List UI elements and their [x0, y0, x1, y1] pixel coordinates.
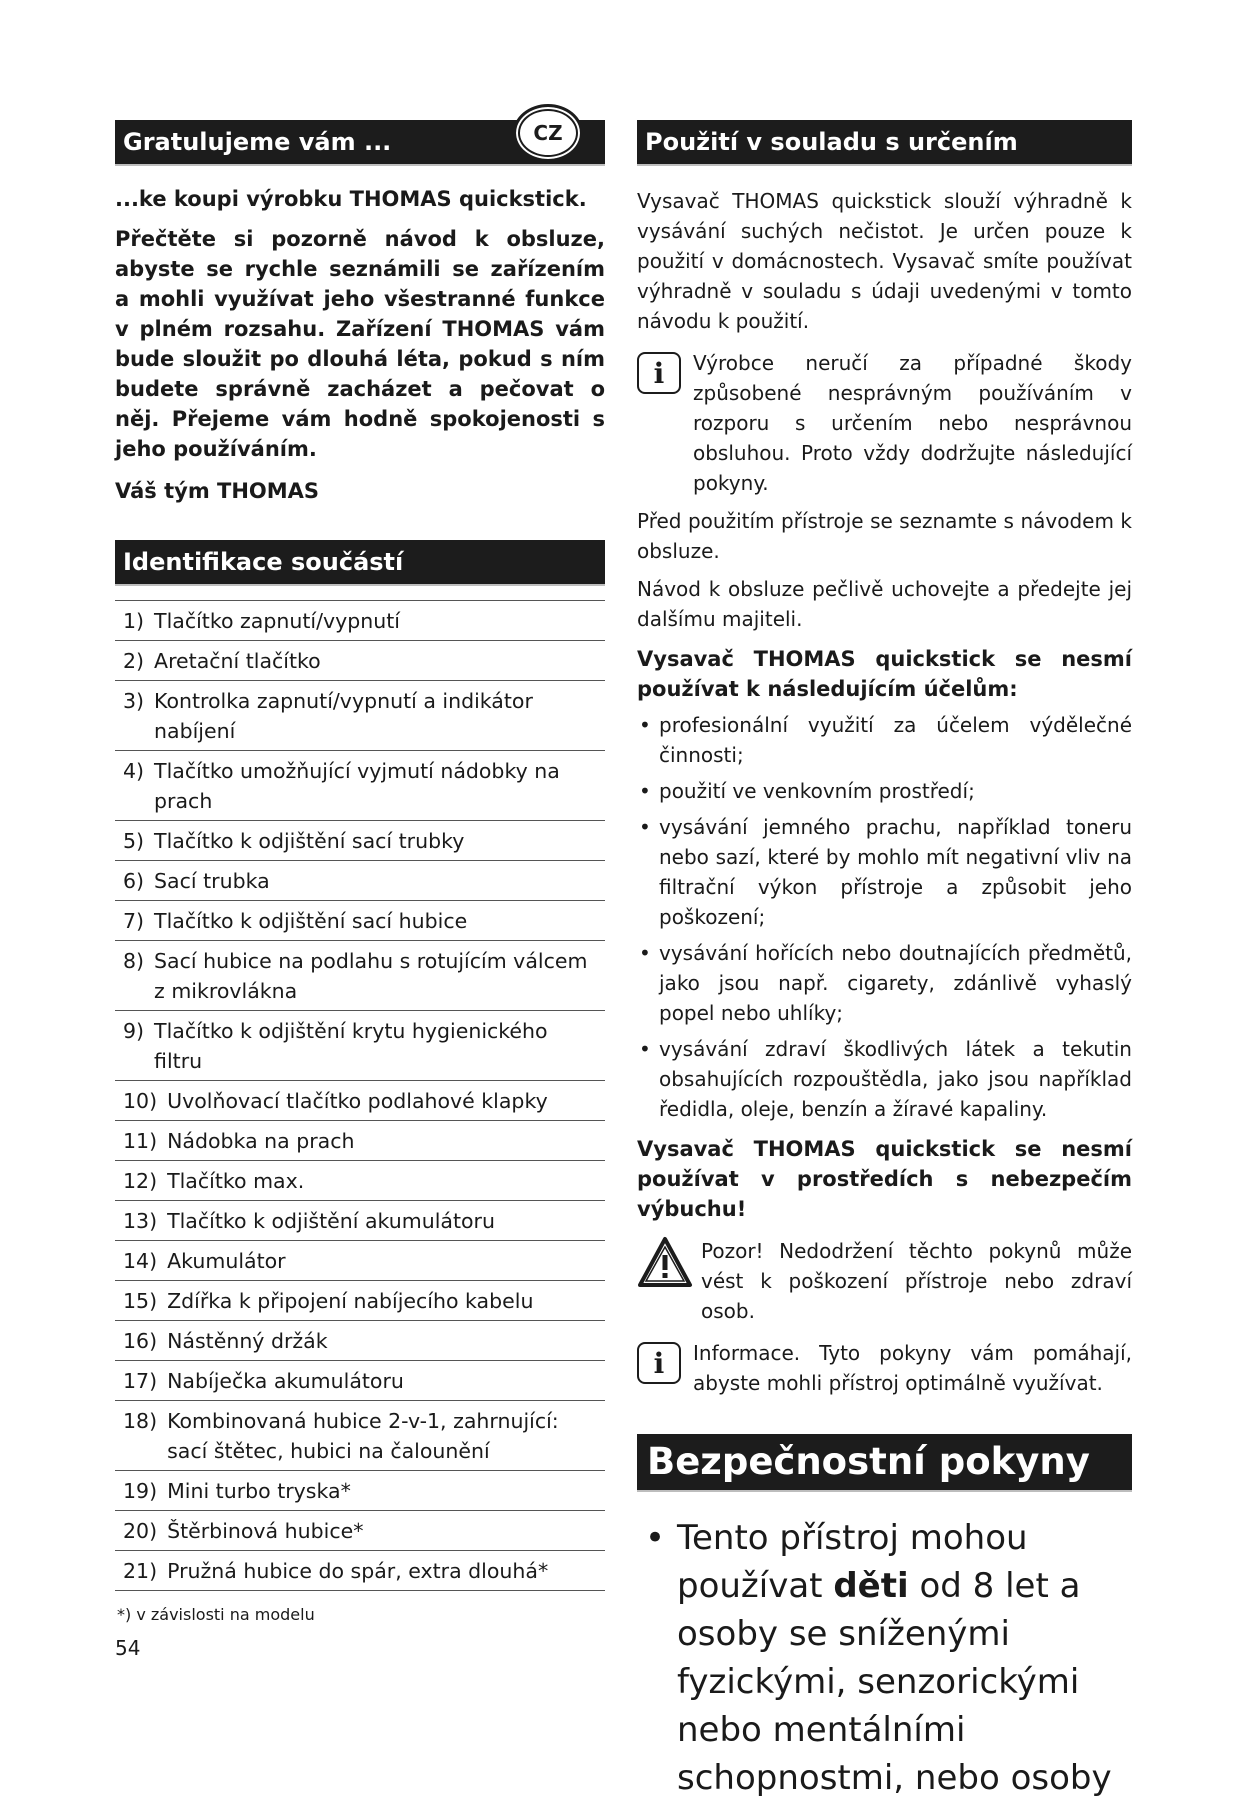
part-number: 8) — [123, 949, 145, 973]
safety-text-bold: děti — [833, 1566, 909, 1606]
part-row — [115, 901, 605, 941]
part-number: 19) — [123, 1479, 158, 1503]
part-row — [115, 821, 605, 861]
part-label: Nástěnný držák — [167, 1329, 328, 1353]
parts-heading: Identifikace součástí — [115, 540, 605, 586]
part-label: Nádobka na prach — [167, 1129, 355, 1153]
part-row — [115, 1551, 605, 1591]
part-number: 2) — [123, 649, 145, 673]
language-badge: CZ — [513, 104, 583, 162]
caution-note — [637, 1236, 1132, 1326]
part-row — [115, 1321, 605, 1361]
right-column — [637, 120, 1132, 1802]
info-note-liability — [637, 348, 1132, 498]
part-row — [115, 681, 605, 751]
part-label: Pružná hubice do spár, extra dlouhá* — [167, 1559, 549, 1583]
part-label: Tlačítko max. — [167, 1169, 305, 1193]
info-icon: i — [637, 352, 681, 394]
safety-text-post: od 8 let a osoby se sníženými fyzickými, senzorickými nebo mentálními schopnostmi, nebo osoby — [677, 1566, 1112, 1798]
left-column — [115, 120, 605, 1624]
part-label: Tlačítko zapnutí/vypnutí — [154, 609, 400, 633]
part-row — [115, 1471, 605, 1511]
para-manual: Před použitím přístroje se seznamte s návodem k obsluze. — [637, 509, 1132, 563]
congrats-heading: Gratulujeme vám ... — [123, 128, 392, 156]
part-label: Uvolňovací tlačítko podlahové klapky — [167, 1089, 548, 1113]
part-label: Tlačítko k odjištění krytu hygienického filtru — [154, 1019, 548, 1073]
intro-line: ...ke koupi výrobku THOMAS quickstick. — [115, 187, 587, 211]
explosion-warning: Vysavač THOMAS quickstick se nesmí používat v prostředích s nebezpečím výbuchu! — [637, 1137, 1132, 1221]
part-row — [115, 1241, 605, 1281]
part-row — [115, 1121, 605, 1161]
list-item: • vysávání zdraví škodlivých látek a tekutin obsahujících rozpouštědla, jako jsou například ředidla, oleje, benzín a žíravé kapaliny. — [637, 1034, 1132, 1124]
part-label: Mini turbo tryska* — [167, 1479, 351, 1503]
not-use-list — [637, 710, 1132, 1124]
part-row — [115, 751, 605, 821]
part-row — [115, 1401, 605, 1471]
part-number: 11) — [123, 1129, 158, 1153]
part-number: 6) — [123, 869, 145, 893]
part-number: 4) — [123, 759, 145, 783]
signature: Váš tým THOMAS — [115, 479, 320, 503]
part-number: 14) — [123, 1249, 158, 1273]
part-label: Akumulátor — [167, 1249, 286, 1273]
part-label: Tlačítko k odjištění akumulátoru — [167, 1209, 495, 1233]
part-row — [115, 1161, 605, 1201]
part-number: 7) — [123, 909, 145, 933]
not-use-heading: Vysavač THOMAS quickstick se nesmí používat k následujícím účelům: — [637, 647, 1132, 701]
part-label: Zdířka k připojení nabíjecího kabelu — [167, 1289, 534, 1313]
part-row — [115, 641, 605, 681]
list-item: • použití ve venkovním prostředí; — [637, 776, 1132, 806]
page-number: 54 — [115, 1636, 141, 1660]
part-label: Kontrolka zapnutí/vypnutí a indikátor nabíjení — [154, 689, 533, 743]
info-usage-text: Informace. Tyto pokyny vám pomáhají, abyste mohli přístroj optimálně využívat. — [693, 1341, 1132, 1395]
part-row — [115, 1081, 605, 1121]
part-label: Aretační tlačítko — [154, 649, 321, 673]
info-icon: i — [637, 1342, 681, 1384]
part-row — [115, 1011, 605, 1081]
info-liability-text: Výrobce neručí za případné škody způsobené nesprávným používáním v rozporu s určením nebo nesprávnou obsluhou. Proto vždy dodržujte následující pokyny. — [693, 351, 1132, 495]
safety-item — [647, 1514, 1132, 1802]
part-number: 1) — [123, 609, 145, 633]
part-number: 3) — [123, 689, 145, 713]
part-number: 21) — [123, 1559, 158, 1583]
part-number: 18) — [123, 1409, 158, 1433]
part-number: 13) — [123, 1209, 158, 1233]
usage-text: Vysavač THOMAS quickstick slouží výhradně k vysávání suchých nečistot. Je určen pouze k použití v domácnostech. Vysavač smíte používat výhradně v souladu s údaji uvedenými v tomto návodu k použití. — [637, 189, 1132, 333]
footnote: *) v závislosti na modelu — [117, 1605, 315, 1624]
part-row — [115, 1361, 605, 1401]
list-item: • profesionální využití za účelem výdělečné činnosti; — [637, 710, 1132, 770]
part-label: Sací hubice na podlahu s rotujícím válcem z mikrovlákna — [154, 949, 588, 1003]
part-row — [115, 861, 605, 901]
warning-icon — [637, 1236, 693, 1288]
part-number: 17) — [123, 1369, 158, 1393]
safety-heading: Bezpečnostní pokyny — [637, 1434, 1132, 1492]
part-label: Sací trubka — [154, 869, 270, 893]
part-row — [115, 1201, 605, 1241]
part-label: Tlačítko k odjištění sací trubky — [154, 829, 465, 853]
intro-text: Přečtěte si pozorně návod k obsluze, abyste se rychle seznámili se zařízením a mohli využívat jeho všestranné funkce v plném rozsahu. Zařízení THOMAS vám bude sloužit po dlouhá léta, pokud s ním budete správně zacházet a pečovat o něj. Přejeme vám hodně spokojenosti s jeho používáním. — [115, 227, 605, 461]
part-row — [115, 1511, 605, 1551]
part-number: 20) — [123, 1519, 158, 1543]
list-item: • vysávání jemného prachu, například toneru nebo sazí, které by mohlo mít negativní vliv na filtrační výkon přístroje a způsobit jeho poškození; — [637, 812, 1132, 932]
part-row — [115, 601, 605, 641]
part-number: 10) — [123, 1089, 158, 1113]
part-row — [115, 941, 605, 1011]
part-number: 9) — [123, 1019, 145, 1043]
part-label: Tlačítko k odjištění sací hubice — [154, 909, 468, 933]
part-label: Nabíječka akumulátoru — [167, 1369, 404, 1393]
para-keep: Návod k obsluze pečlivě uchovejte a předejte jej dalšímu majiteli. — [637, 577, 1132, 631]
part-label: Kombinovaná hubice 2-v-1, zahrnující: sací štětec, hubici na čalounění — [167, 1409, 559, 1463]
info-note-usage — [637, 1338, 1132, 1398]
part-number: 12) — [123, 1169, 158, 1193]
parts-list — [115, 600, 605, 1591]
usage-heading: Použití v souladu s určením — [637, 120, 1132, 166]
part-label: Tlačítko umožňující vyjmutí nádobky na prach — [154, 759, 560, 813]
part-number: 15) — [123, 1289, 158, 1313]
safety-text-pre: Tento přístroj mohou používat — [677, 1518, 1028, 1606]
list-item: • vysávání hořících nebo doutnajících předmětů, jako jsou např. cigarety, zdánlivě vyhaslý popel nebo uhlíky; — [637, 938, 1132, 1028]
caution-text: Pozor! Nedodržení těchto pokynů může vést k poškození přístroje nebo zdraví osob. — [701, 1239, 1132, 1323]
part-number: 16) — [123, 1329, 158, 1353]
part-row — [115, 1281, 605, 1321]
congrats-heading-bar — [115, 120, 605, 166]
part-label: Štěrbinová hubice* — [167, 1519, 364, 1543]
part-number: 5) — [123, 829, 145, 853]
